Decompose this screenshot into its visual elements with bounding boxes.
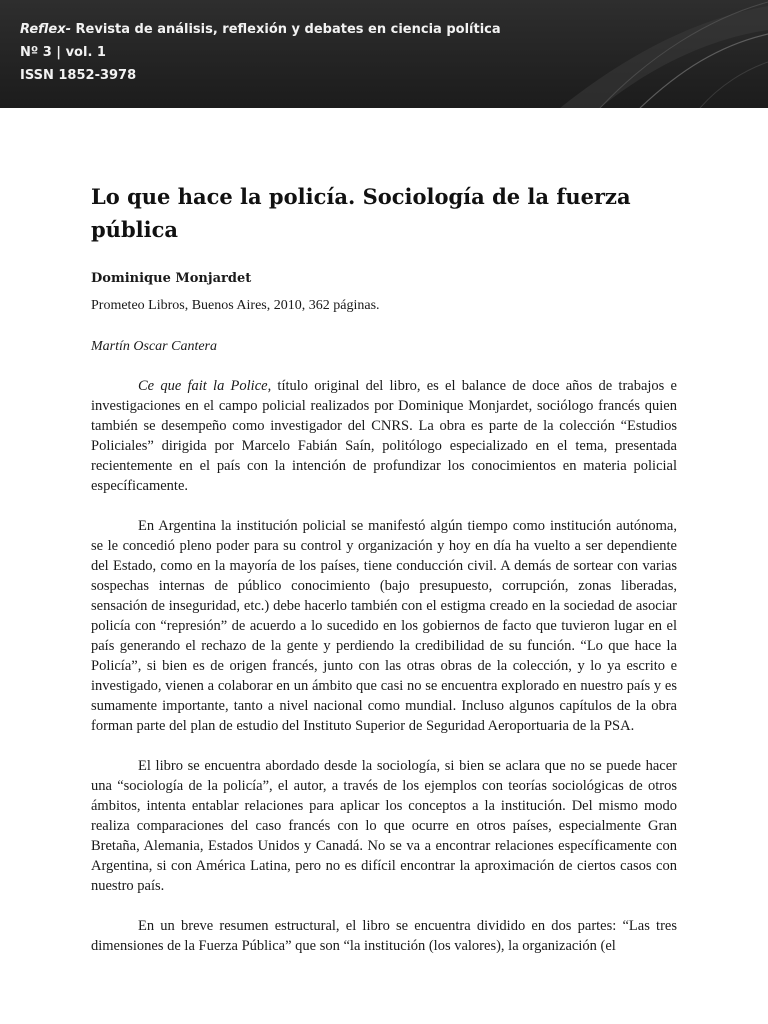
journal-info (20, 18, 501, 87)
journal-issue: Nº 3 | vol. 1 (20, 45, 106, 60)
paragraph-1 (91, 376, 677, 496)
article-title: Lo que hace la policía. Sociología de la fuerza pública (91, 184, 631, 242)
book-author: Dominique Monjardet (91, 271, 252, 286)
publication-details: Prometeo Libros, Buenos Aires, 2010, 362 páginas. (91, 298, 380, 313)
original-title-italic: Ce que fait la Police, (138, 378, 272, 394)
paragraph-2: En Argentina la institución policial se manifestó algún tiempo como institución autónoma, se le concedió pleno poder para su control y organización y hoy en día ha vuelto a ser dependiente del Estado, como en la mayoría de los países, tiene conducción civil. A demás de sortear con varias sospechas internas de público conocimiento (bajo presupuesto, corrupción, zonas liberadas, sensación de inseguridad, etc.) debe hacerlo también con el estigma creado en la sociedad de asociar policía con “represión” de acuerdo a lo sucedido en los gobiernos de facto que tuvieron lugar en el país generando el rechazo de la gente y perdiendo la credibilidad de su función. “Lo que hace la Policía”, si bien es de origen francés, junto con las otras obras de la colección, y lo ya escrito e investigado, vienen a colaborar en un ámbito que casi no se encuentra explorado en nuestro país y es sumamente importante, tanto a nivel nacional como mundial. Incluso algunos capítulos de la obra forman parte del plan de estudio del Instituto Superior de Seguridad Aeroportuaria de la PSA. (91, 518, 677, 734)
article-body (91, 376, 677, 976)
journal-name-italic: Reflex- (20, 22, 72, 37)
review-author: Martín Oscar Cantera (91, 339, 217, 354)
paragraph-1-text: título original del libro, es el balance de doce años de trabajos e investigaciones en el campo policial realizados por Dominique Monjardet, sociólogo francés quien también se desempeño como investigador del CNRS. La obra es parte de la colección “Estudios Policiales” dirigida por Marcelo Fabián Saín, politólogo especializado en el tema, presentada recientemente en el país con la intención de profundizar los conocimientos en materia policial específicamente. (91, 378, 677, 494)
paragraph-4: En un breve resumen estructural, el libro se encuentra dividido en dos partes: “Las tres dimensiones de la Fuerza Pública” que son “la institución (los valores), la organización (el (91, 918, 677, 954)
journal-issn: ISSN 1852-3978 (20, 68, 137, 83)
journal-header-banner (0, 0, 768, 108)
journal-name (20, 18, 501, 41)
journal-name-rest: Revista de análisis, reflexión y debates en ciencia política (71, 22, 501, 37)
paragraph-3: El libro se encuentra abordado desde la sociología, si bien se aclara que no se puede hacer una “sociología de la policía”, el autor, a través de los ejemplos con teorías sociológicas de otros ámbitos, intenta entablar relaciones para aplicar los conceptos a la institución. Del mismo modo realiza comparaciones del caso francés con lo que ocurre en otros países, especialmente Gran Bretaña, Alemania, Estados Unidos y Canadá. No se va a encontrar relaciones específicamente con Argentina, si con América Latina, pero no es difícil encontrar la aproximación de ciertos casos con nuestro país. (91, 758, 677, 894)
